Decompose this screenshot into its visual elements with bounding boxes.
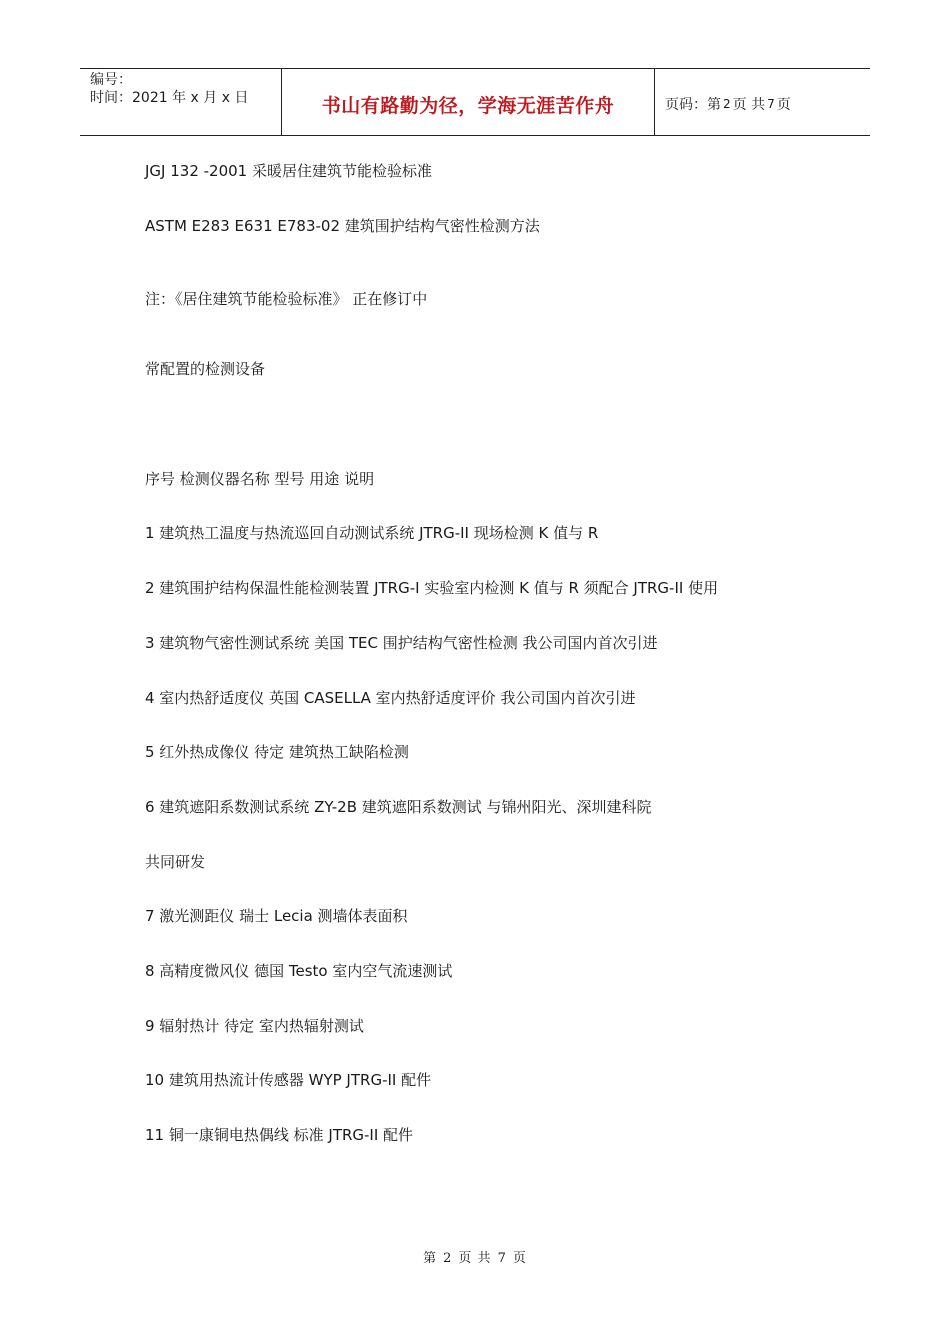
footer-suffix: 页 xyxy=(512,1251,527,1266)
page-prefix: 页码：第 xyxy=(665,97,721,113)
header-motto: 书山有路勤为径，学海无涯苦作舟 xyxy=(282,69,655,135)
time-line xyxy=(90,89,281,107)
equipment-item-4: 4 室内热舒适度仪 英国 CASELLA 室内热舒适度评价 我公司国内首次引进 xyxy=(145,689,636,707)
footer-total: 7 xyxy=(497,1251,507,1266)
equipment-item-3: 3 建筑物气密性测试系统 美国 TEC 围护结构气密性检测 我公司国内首次引进 xyxy=(145,634,658,652)
equipment-item-1: 1 建筑热工温度与热流巡回自动测试系统 JTRG-II 现场检测 K 值与 R xyxy=(145,524,599,542)
footer-prefix: 第 xyxy=(423,1251,438,1266)
code-label: 编号： xyxy=(90,72,132,88)
standard-line-1: JGJ 132 -2001 采暖居住建筑节能检验标准 xyxy=(145,162,432,180)
equipment-item-6-continued: 共同研发 xyxy=(145,853,206,871)
page-current: 2 xyxy=(723,97,731,111)
footer-current: 2 xyxy=(443,1251,453,1266)
page-mid: 页 共 xyxy=(732,97,766,113)
equipment-item-6: 6 建筑遮阳系数测试系统 ZY-2B 建筑遮阳系数测试 与锦州阳光、深圳建科院 xyxy=(145,798,652,816)
page-suffix: 页 xyxy=(776,97,791,113)
section-heading: 常配置的检测设备 xyxy=(145,360,266,378)
page-total: 7 xyxy=(767,97,775,111)
footer-mid: 页 共 xyxy=(458,1251,492,1266)
header-meta xyxy=(80,69,282,135)
standard-line-2: ASTM E283 E631 E783-02 建筑围护结构气密性检测方法 xyxy=(145,217,540,235)
equipment-item-10: 10 建筑用热流计传感器 WYP JTRG-II 配件 xyxy=(145,1071,432,1089)
page-header xyxy=(80,68,870,136)
equipment-item-7: 7 激光测距仪 瑞士 Lecia 测墙体表面积 xyxy=(145,907,408,925)
equipment-item-9: 9 辐射热计 待定 室内热辐射测试 xyxy=(145,1017,364,1035)
note-line: 注：《居住建筑节能检验标准》 正在修订中 xyxy=(145,290,428,308)
table-header-row: 序号 检测仪器名称 型号 用途 说明 xyxy=(145,470,375,488)
time-label: 时间： xyxy=(90,90,132,106)
equipment-item-11: 11 铜一康铜电热偶线 标准 JTRG-II 配件 xyxy=(145,1126,414,1144)
page-footer xyxy=(0,1247,950,1266)
equipment-item-5: 5 红外热成像仪 待定 建筑热工缺陷检测 xyxy=(145,743,409,761)
time-value: 2021 年 x 月 x 日 xyxy=(132,90,249,106)
header-page-number xyxy=(655,69,870,135)
equipment-item-8: 8 高精度微风仪 德国 Testo 室内空气流速测试 xyxy=(145,962,453,980)
equipment-item-2: 2 建筑围护结构保温性能检测装置 JTRG-I 实验室内检测 K 值与 R 须配合 JTRG-II 使用 xyxy=(145,579,719,597)
